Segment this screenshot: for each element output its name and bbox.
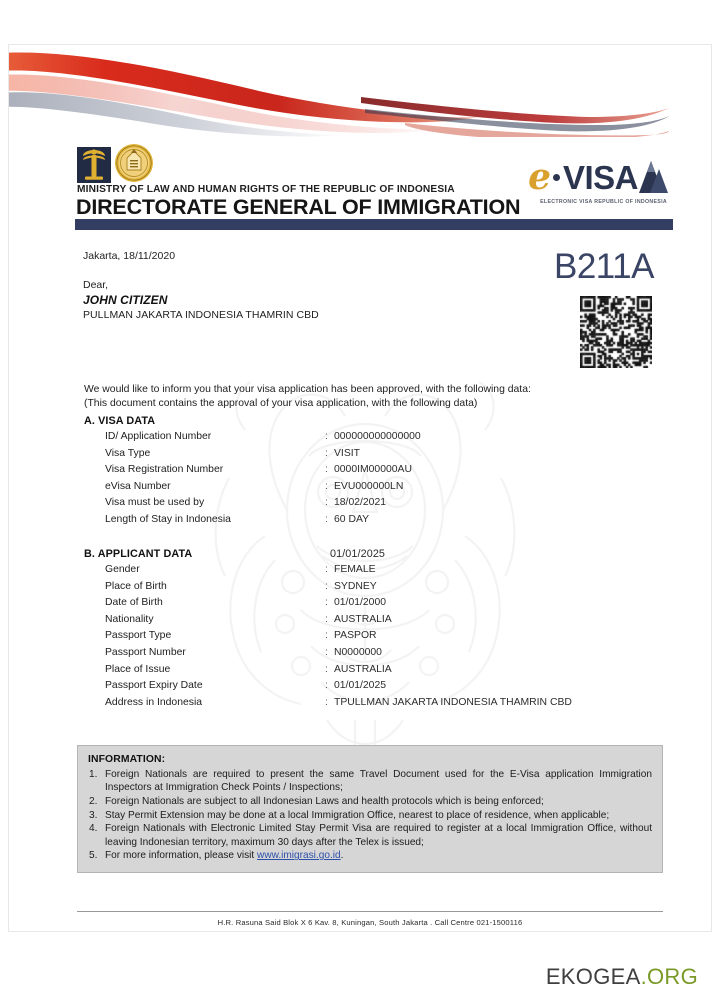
applicant-field-value: AUSTRALIA <box>334 663 392 675</box>
applicant-data-heading <box>84 548 664 564</box>
applicant-data-heading-label: B. APPLICANT DATA <box>84 548 193 560</box>
information-list <box>88 768 652 862</box>
applicant-field-row <box>84 614 664 631</box>
information-item: 3. Stay Permit Extension may be done at a local Immigration Office, nearest to place of residence, when applicable; <box>89 809 610 821</box>
recipient-name: JOHN CITIZEN <box>83 293 168 307</box>
applicant-field-value: FEMALE <box>334 564 376 575</box>
visa-data-heading <box>84 415 664 431</box>
footer-accent-bar <box>77 931 663 932</box>
field-separator: : <box>325 646 328 658</box>
imigrasi-website-link[interactable]: www.imigrasi.go.id <box>257 850 341 862</box>
visa-field-value: EVU000000LN <box>334 480 404 492</box>
applicant-field-label: Nationality <box>105 613 154 625</box>
applicant-field-label: Passport Expiry Date <box>105 680 203 692</box>
footer-divider <box>77 911 663 912</box>
applicant-field-value: 01/01/2000 <box>334 597 387 609</box>
visa-data-heading-label: A. VISA DATA <box>84 415 156 427</box>
visa-index-code: B211A <box>554 247 654 286</box>
information-item: 2. Foreign Nationals are subject to all Indonesian Laws and health protocols which is being enforced; <box>89 795 544 807</box>
visa-field-label: eVisa Number <box>105 480 171 492</box>
field-separator: : <box>325 663 328 675</box>
ministry-shield-icon <box>77 147 111 183</box>
applicant-field-row <box>84 647 664 664</box>
information-title: INFORMATION: <box>88 754 166 765</box>
applicant-field-label: Address in Indonesia <box>105 696 203 708</box>
applicant-data-section <box>84 548 664 713</box>
visa-data-rows <box>84 431 664 531</box>
visa-field-value: 000000000000000 <box>334 431 421 442</box>
visa-field-label: ID/ Application Number <box>105 431 212 442</box>
field-separator: : <box>325 696 328 708</box>
field-separator: : <box>325 680 328 692</box>
header-divider-bar <box>75 219 673 230</box>
applicant-field-row <box>84 564 664 581</box>
intro-line-2: (This document contains the approval of your visa application, with the following data) <box>84 398 478 409</box>
recipient-address: PULLMAN JAKARTA INDONESIA THAMRIN CBD <box>83 309 319 321</box>
salutation: Dear, <box>83 279 109 291</box>
applicant-field-label: Place of Birth <box>105 580 167 592</box>
site-credit-tld: .ORG <box>640 964 698 989</box>
applicant-field-label: Gender <box>105 564 140 575</box>
information-item-number: 1. <box>89 769 98 780</box>
page-title: DIRECTORATE GENERAL OF IMMIGRATION <box>76 195 521 219</box>
mountain-icon <box>635 160 669 194</box>
site-credit <box>546 966 698 988</box>
information-item-number: 5. <box>89 850 98 862</box>
visa-field-row <box>84 481 664 498</box>
emblem-group <box>77 143 154 183</box>
field-separator: : <box>325 630 328 642</box>
applicant-field-value: SYDNEY <box>334 580 377 592</box>
visa-field-label: Length of Stay in Indonesia <box>105 513 231 525</box>
evisa-logo-main <box>493 157 669 197</box>
visa-field-label: Visa must be used by <box>105 497 205 509</box>
field-separator: : <box>325 564 328 575</box>
immigration-seal-icon <box>114 143 154 183</box>
field-separator: : <box>325 580 328 592</box>
field-separator: : <box>325 480 328 492</box>
applicant-field-label: Passport Number <box>105 646 186 658</box>
visa-field-row <box>84 448 664 465</box>
information-item: 5. For more information, please visit www.imigrasi.go.id. <box>89 850 344 862</box>
visa-data-section <box>84 415 664 531</box>
applicant-field-label: Place of Issue <box>105 663 171 675</box>
field-separator: : <box>325 464 328 476</box>
applicant-field-row <box>84 597 664 614</box>
qr-code <box>578 294 654 370</box>
applicant-field-row <box>84 581 664 598</box>
visa-field-value: 60 DAY <box>334 513 370 525</box>
information-item-number: 3. <box>89 809 98 821</box>
visa-field-value: 18/02/2021 <box>334 497 387 509</box>
applicant-field-row <box>84 680 664 697</box>
visa-field-row <box>84 514 664 531</box>
site-credit-name: EKOGEA <box>545 964 641 989</box>
visa-field-row <box>84 497 664 514</box>
evisa-logo-subtitle: ELECTRONIC VISA REPUBLIC OF INDONESIA <box>540 199 667 205</box>
information-item: 1. Foreign Nationals are required to present the same Travel Document used for the E-Visa application Immigration Inspectors at Immigration Check Points / Inspections; <box>89 769 652 794</box>
information-item-number: 4. <box>89 823 98 835</box>
field-separator: : <box>325 597 328 609</box>
document-sheet <box>8 44 712 932</box>
evisa-logo-word: VISA <box>562 158 638 196</box>
visa-field-label: Visa Registration Number <box>105 464 224 476</box>
evisa-logo-e: e <box>528 156 551 198</box>
applicant-field-label: Date of Birth <box>105 597 163 609</box>
evisa-logo <box>493 157 669 209</box>
visa-field-row <box>84 464 664 481</box>
information-item: 4. Foreign Nationals with Electronic Limited Stay Permit Visa are required to register at a local Immigration Office, without leaving Indonesian territory, maximum 30 days after the Telex is issued; <box>89 823 652 848</box>
applicant-field-row <box>84 664 664 681</box>
visa-field-value: VISIT <box>334 447 360 459</box>
applicant-field-value: PASPOR <box>334 630 377 642</box>
flag-ribbon-graphic <box>9 45 669 137</box>
applicant-field-row <box>84 697 664 714</box>
applicant-field-value: AUSTRALIA <box>334 613 392 625</box>
field-separator: : <box>325 613 328 625</box>
field-separator: : <box>325 431 328 442</box>
applicant-field-value: 01/01/2025 <box>334 680 387 692</box>
field-separator: : <box>325 497 328 509</box>
applicant-field-row <box>84 630 664 647</box>
field-separator: : <box>325 447 328 459</box>
applicant-field-value: TPULLMAN JAKARTA INDONESIA THAMRIN CBD <box>334 696 572 708</box>
applicant-field-value: N0000000 <box>334 646 382 658</box>
information-item-number: 2. <box>89 795 98 807</box>
visa-field-label: Visa Type <box>105 447 151 459</box>
intro-paragraph <box>84 383 624 411</box>
applicant-heading-value: 01/01/2025 <box>330 548 386 560</box>
ministry-title: MINISTRY OF LAW AND HUMAN RIGHTS OF THE REPUBLIC OF INDONESIA <box>77 184 455 195</box>
evisa-logo-dot <box>553 174 560 181</box>
footer-address: H.R. Rasuna Said Blok X 6 Kav. 8, Kuningan, South Jakarta . Call Centre 021-1500116 <box>217 918 523 927</box>
visa-field-row <box>84 431 664 448</box>
intro-line-1: We would like to inform you that your visa application has been approved, with the following data: <box>84 384 531 395</box>
field-separator: : <box>325 513 328 525</box>
place-and-date: Jakarta, 18/11/2020 <box>83 250 176 262</box>
visa-field-value: 0000IM00000AU <box>334 464 412 476</box>
information-box <box>77 745 663 873</box>
applicant-field-label: Passport Type <box>105 630 172 642</box>
applicant-data-rows <box>84 564 664 713</box>
